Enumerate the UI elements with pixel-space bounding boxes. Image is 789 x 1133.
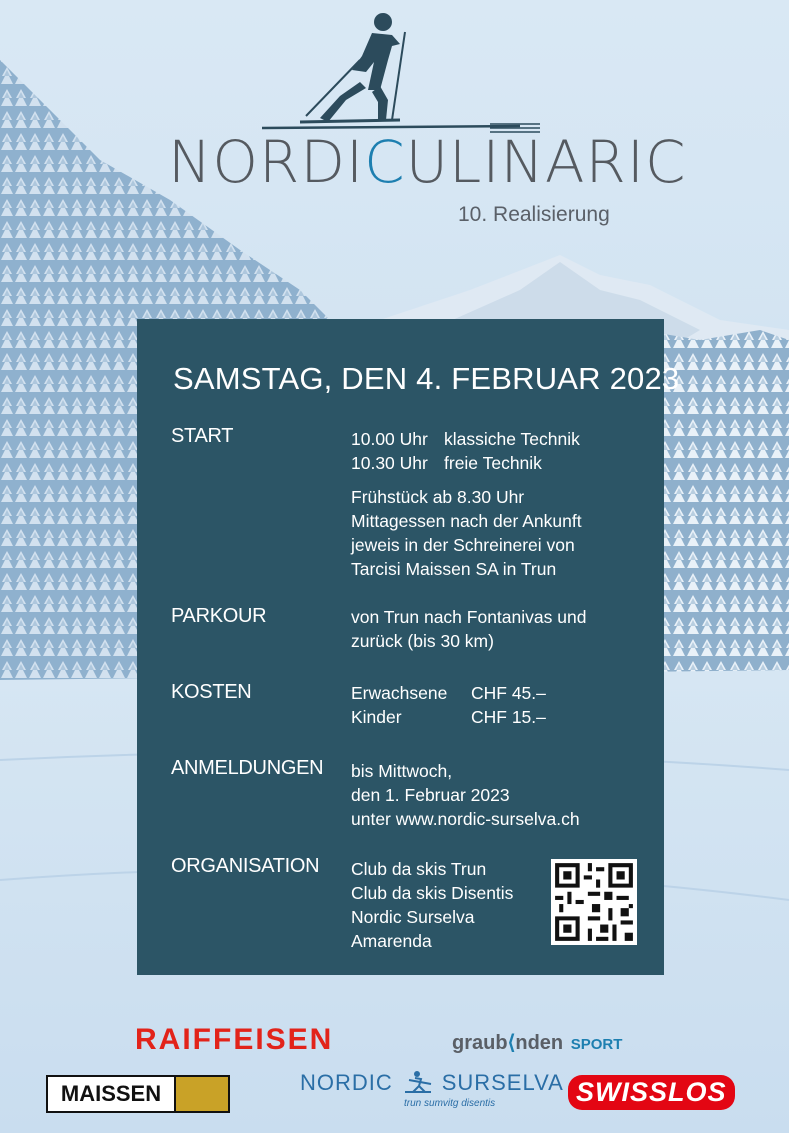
price-row [351, 705, 546, 729]
nordic-tagline: trun sumvitg disentis [404, 1098, 496, 1109]
swisslos-logo: SWISSLOS [568, 1075, 735, 1110]
parkour-label: PARKOUR [171, 605, 267, 627]
skier-icon [397, 1070, 437, 1094]
start-times [351, 427, 580, 475]
price-category: Kinder [351, 707, 402, 727]
start-time-row [351, 451, 580, 475]
anmeldung-line: den 1. Februar 2023 [351, 785, 510, 805]
note-line: Mittagessen nach der Ankunft [351, 511, 582, 531]
note-line: Frühstück ab 8.30 Uhr [351, 487, 525, 507]
organizer-line: Amarenda [351, 931, 432, 951]
event-date: SAMSTAG, DEN 4. FEBRUAR 2023 [173, 361, 680, 396]
nordic-surselva-logo [300, 1070, 564, 1109]
organizer-line: Club da skis Trun [351, 859, 487, 879]
price-value: CHF 15.– [471, 707, 546, 727]
raiffeisen-logo: RAIFFEISEN [135, 1023, 334, 1056]
graubunden-sport-logo [452, 1030, 622, 1055]
organisation-label: ORGANISATION [171, 855, 320, 877]
graubunden-text: nden [515, 1032, 564, 1054]
event-info-panel [137, 319, 680, 975]
organizer-line: Nordic Surselva [351, 907, 475, 927]
registration-url[interactable]: unter www.nordic-surselva.ch [351, 809, 580, 829]
start-time: 10.30 Uhr [351, 453, 428, 473]
organisation-text [351, 857, 513, 953]
title-part-2: ULINARIC [405, 128, 687, 196]
title-highlight-letter: C [364, 128, 406, 196]
surselva-text: SURSELVA [441, 1070, 564, 1095]
maissen-logo [46, 1075, 230, 1113]
maissen-text: MAISSEN [60, 1081, 162, 1106]
parkour-text [351, 605, 586, 653]
anmeldungen-label: ANMELDUNGEN [171, 757, 324, 779]
start-label: START [171, 425, 234, 447]
kosten-label: KOSTEN [171, 681, 252, 703]
note-line: jeweis in der Schreinerei von [351, 535, 575, 555]
sport-text: SPORT [570, 1036, 623, 1053]
organizer-line: Club da skis Disentis [351, 883, 514, 903]
page-subtitle: 10. Realisierung [458, 203, 610, 226]
title-part-1: NORDI [168, 128, 365, 196]
start-time-row [351, 427, 580, 451]
kosten-text [351, 681, 546, 729]
nordic-text: NORDIC [300, 1070, 393, 1095]
price-category: Erwachsene [351, 683, 448, 703]
start-technique: klassiche Technik [444, 429, 580, 449]
parkour-line: von Trun nach Fontanivas und [351, 607, 587, 627]
maissen-emblem [174, 1077, 228, 1111]
qr-code-icon[interactable] [551, 859, 637, 945]
note-line: Tarcisi Maissen SA in Trun [351, 559, 557, 579]
start-time: 10.00 Uhr [351, 429, 428, 449]
parkour-line: zurück (bis 30 km) [351, 631, 494, 651]
start-technique: freie Technik [444, 453, 542, 473]
graubunden-u-mark: ⟨ [507, 1032, 516, 1054]
price-value: CHF 45.– [471, 683, 546, 703]
page-title [168, 128, 686, 196]
start-notes [351, 485, 582, 581]
anmeldungen-text [351, 759, 580, 831]
anmeldung-line: bis Mittwoch, [351, 761, 453, 781]
price-row [351, 681, 546, 705]
graubunden-text: graub [452, 1032, 508, 1054]
